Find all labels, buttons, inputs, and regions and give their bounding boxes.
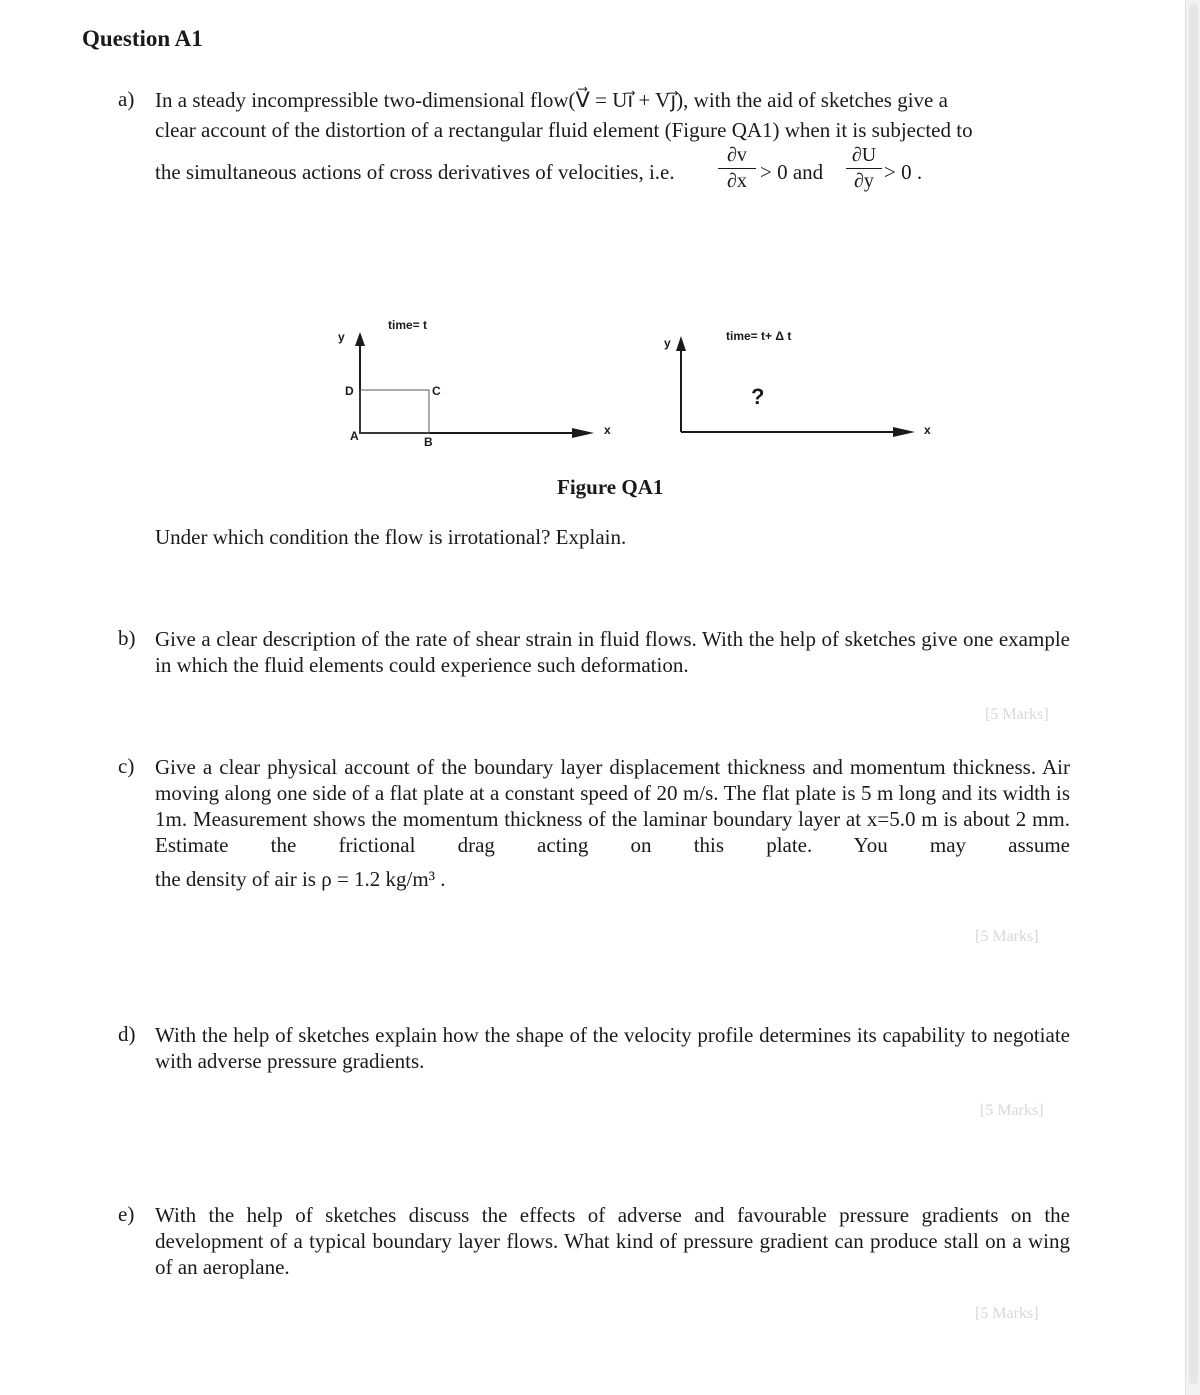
part-a-line2: clear account of the distortion of a rectangular fluid element (Figure QA1) when it is subjected to bbox=[155, 118, 973, 142]
part-b-text: Give a clear description of the rate of shear strain in fluid flows. With the help of sketches give one example in which the fluid elements could experience such deformation. bbox=[155, 627, 1070, 677]
part-a-line1 bbox=[155, 87, 948, 113]
part-a-line1-start: In a steady incompressible two-dimensional flow bbox=[155, 88, 569, 112]
fraction-du-dy-denominator: ∂y bbox=[854, 170, 874, 192]
part-e-text: With the help of sketches discuss the effects of adverse and favourable pressure gradients on the development of a typical boundary layer flows. What kind of pressure gradient can produce stall on a wing of an aeroplane. bbox=[155, 1203, 1070, 1279]
part-a-label: a) bbox=[118, 87, 135, 111]
right-time-label: time= t+ Δ t bbox=[726, 329, 792, 343]
fluid-element-rectangle bbox=[360, 390, 429, 433]
vertical-scrollbar[interactable] bbox=[1185, 0, 1200, 1395]
left-x-label: x bbox=[604, 423, 611, 437]
part-b-marks-faint: [5 Marks] bbox=[985, 706, 1049, 723]
part-e-label: e) bbox=[118, 1202, 135, 1226]
fraction-dv-dx bbox=[718, 144, 756, 193]
figure-caption: Figure QA1 bbox=[557, 475, 664, 499]
part-c-density-line: the density of air is ρ = 1.2 kg/m³ . bbox=[155, 867, 446, 891]
figure-qa1-diagram bbox=[0, 300, 1200, 460]
right-y-label: y bbox=[664, 336, 671, 350]
scrollbar-thumb[interactable] bbox=[1189, 4, 1198, 1384]
question-heading: Question A1 bbox=[82, 26, 203, 51]
right-y-axis-arrowhead bbox=[676, 336, 686, 351]
label-C: C bbox=[432, 384, 441, 398]
label-D: D bbox=[345, 384, 354, 398]
part-d-marks-faint: [5 Marks] bbox=[980, 1102, 1044, 1119]
left-time-label: time= t bbox=[388, 318, 428, 332]
label-A: A bbox=[350, 429, 359, 443]
left-y-label: y bbox=[338, 330, 345, 344]
part-a-followup: Under which condition the flow is irrotational? Explain. bbox=[155, 525, 627, 549]
fraction-du-dy-numerator: ∂U bbox=[851, 144, 877, 166]
part-d-text: With the help of sketches explain how the shape of the velocity profile determines its capability to negotiate with adverse pressure gradients. bbox=[155, 1023, 1070, 1073]
fraction-dv-dx-denominator: ∂x bbox=[727, 170, 747, 192]
fraction-bar bbox=[846, 168, 882, 169]
unknown-shape-question-mark: ? bbox=[751, 384, 765, 409]
left-x-axis-arrowhead bbox=[572, 428, 594, 438]
gt-zero-and: > 0 and bbox=[760, 160, 824, 184]
velocity-vector-equation: (V⃗ = Ui⃗ + Vj⃗) bbox=[568, 88, 684, 112]
part-a-line3: the simultaneous actions of cross derivatives of velocities, i.e. bbox=[155, 160, 675, 184]
part-c-text: Give a clear physical account of the boundary layer displacement thickness and momentum thickness. Air moving along one side of a flat plate at a constant speed of 20 m/s. The flat plate is 5 m long and its width is 1m. Measurement shows the momentum thickness of the laminar boundary layer at x=5.0 m is about 2 mm. Estimate the frictional drag acting on this plate. You may assume bbox=[155, 755, 1070, 857]
fraction-bar bbox=[718, 168, 756, 169]
right-x-axis-arrowhead bbox=[893, 427, 915, 437]
part-d-label: d) bbox=[118, 1022, 136, 1046]
part-b-label: b) bbox=[118, 626, 136, 650]
fraction-dv-dx-numerator: ∂v bbox=[727, 144, 747, 166]
gt-zero-end: > 0 . bbox=[884, 160, 923, 184]
part-c-label: c) bbox=[118, 754, 135, 778]
right-x-label: x bbox=[924, 423, 931, 437]
part-e-marks-faint: [5 Marks] bbox=[975, 1305, 1039, 1322]
part-c-marks-faint: [5 Marks] bbox=[975, 928, 1039, 945]
fraction-du-dy bbox=[846, 144, 882, 193]
label-B: B bbox=[424, 435, 433, 449]
left-y-axis-arrowhead bbox=[355, 332, 365, 346]
part-a-line1-end: , with the aid of sketches give a bbox=[683, 88, 948, 112]
